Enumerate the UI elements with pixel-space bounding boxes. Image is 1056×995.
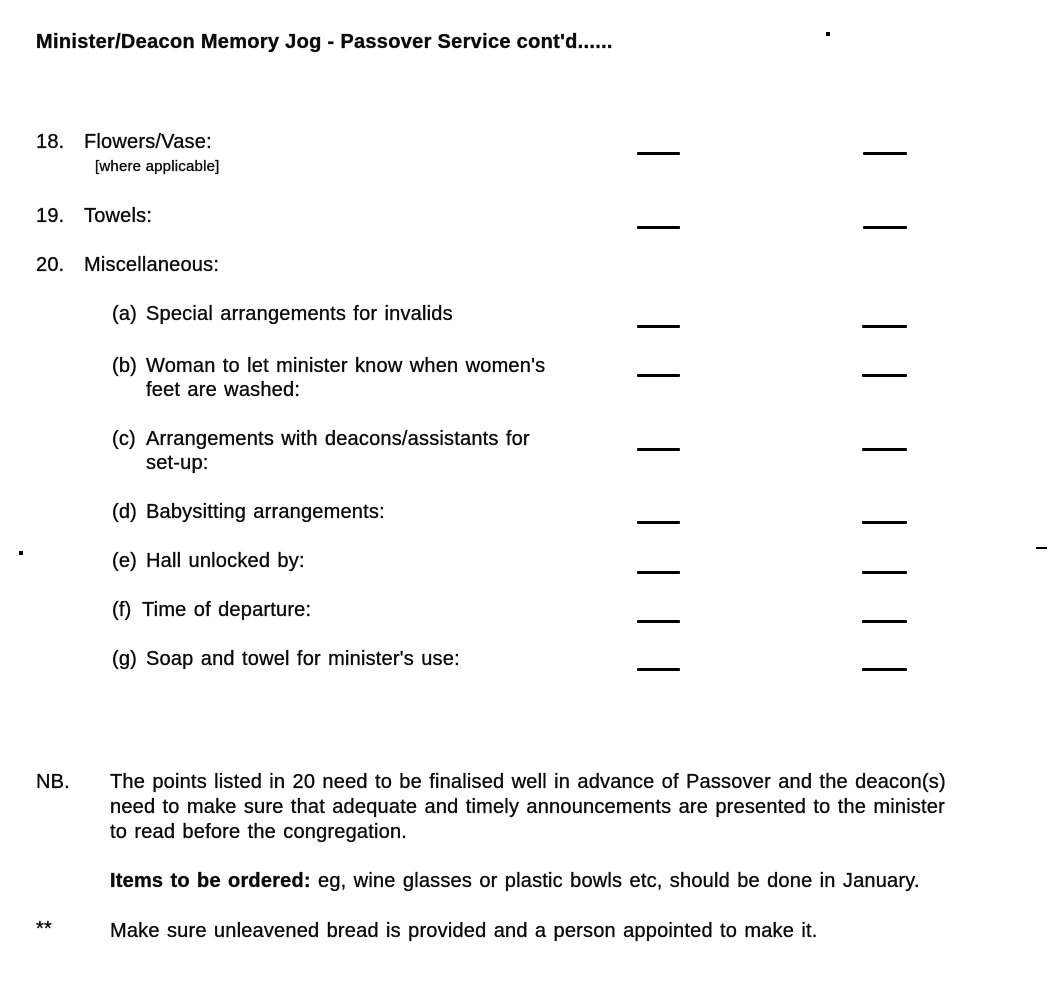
blank-line bbox=[863, 226, 907, 229]
item-20-label: Miscellaneous: bbox=[84, 254, 220, 276]
blank-line bbox=[862, 448, 907, 451]
sub-item-b-text-line1: Woman to let minister know when women's bbox=[146, 355, 546, 377]
sub-item-f-letter: (f) bbox=[112, 599, 132, 621]
sub-item-a-letter: (a) bbox=[112, 303, 138, 325]
page-title: Minister/Deacon Memory Jog - Passover Service cont'd...... bbox=[36, 31, 613, 53]
blank-line bbox=[637, 152, 680, 155]
nb-paragraph-line1: The points listed in 20 need to be finalised well in advance of Passover and the deacon(s) bbox=[110, 771, 946, 793]
scan-speck bbox=[826, 32, 830, 36]
sub-item-a-text: Special arrangements for invalids bbox=[146, 303, 453, 325]
item-18-note: [where applicable] bbox=[95, 158, 220, 175]
blank-line bbox=[637, 374, 680, 377]
scan-speck bbox=[19, 551, 23, 555]
nb-paragraph-line2: need to make sure that adequate and timely announcements are presented to the minister bbox=[110, 796, 945, 818]
blank-line bbox=[637, 668, 680, 671]
blank-line bbox=[862, 571, 907, 574]
sub-item-b-text-line2: feet are washed: bbox=[146, 379, 301, 401]
scan-speck bbox=[1036, 547, 1047, 549]
item-19-number: 19. bbox=[36, 205, 65, 227]
order-note-text: eg, wine glasses or plastic bowls etc, should be done in January. bbox=[310, 870, 920, 892]
footnote-text: Make sure unleavened bread is provided and a person appointed to make it. bbox=[110, 920, 818, 942]
order-note-heading: Items to be ordered: bbox=[110, 870, 311, 892]
item-19-label: Towels: bbox=[84, 205, 153, 227]
item-20-number: 20. bbox=[36, 254, 65, 276]
sub-item-d-text: Babysitting arrangements: bbox=[146, 501, 385, 523]
sub-item-e-text: Hall unlocked by: bbox=[146, 550, 305, 572]
sub-item-b-letter: (b) bbox=[112, 355, 138, 377]
order-note bbox=[110, 869, 920, 893]
blank-line bbox=[637, 448, 680, 451]
blank-line bbox=[637, 325, 680, 328]
blank-line bbox=[862, 620, 907, 623]
blank-line bbox=[637, 226, 680, 229]
item-18-label: Flowers/Vase: bbox=[84, 131, 212, 153]
blank-line bbox=[862, 374, 907, 377]
sub-item-g-text: Soap and towel for minister's use: bbox=[146, 648, 460, 670]
blank-line bbox=[863, 152, 907, 155]
blank-line bbox=[862, 325, 907, 328]
blank-line bbox=[637, 571, 680, 574]
item-18-number: 18. bbox=[36, 131, 65, 153]
nb-paragraph-line3: to read before the congregation. bbox=[110, 821, 408, 843]
blank-line bbox=[637, 521, 680, 524]
sub-item-c-letter: (c) bbox=[112, 428, 136, 450]
sub-item-c-text-line1: Arrangements with deacons/assistants for bbox=[146, 428, 530, 450]
sub-item-d-letter: (d) bbox=[112, 501, 138, 523]
sub-item-c-text-line2: set-up: bbox=[146, 452, 209, 474]
blank-line bbox=[637, 620, 680, 623]
blank-line bbox=[862, 668, 907, 671]
sub-item-e-letter: (e) bbox=[112, 550, 138, 572]
sub-item-g-letter: (g) bbox=[112, 648, 138, 670]
footnote-marker: ** bbox=[36, 918, 52, 940]
sub-item-f-text: Time of departure: bbox=[142, 599, 312, 621]
blank-line bbox=[862, 521, 907, 524]
nb-label: NB. bbox=[36, 771, 70, 793]
